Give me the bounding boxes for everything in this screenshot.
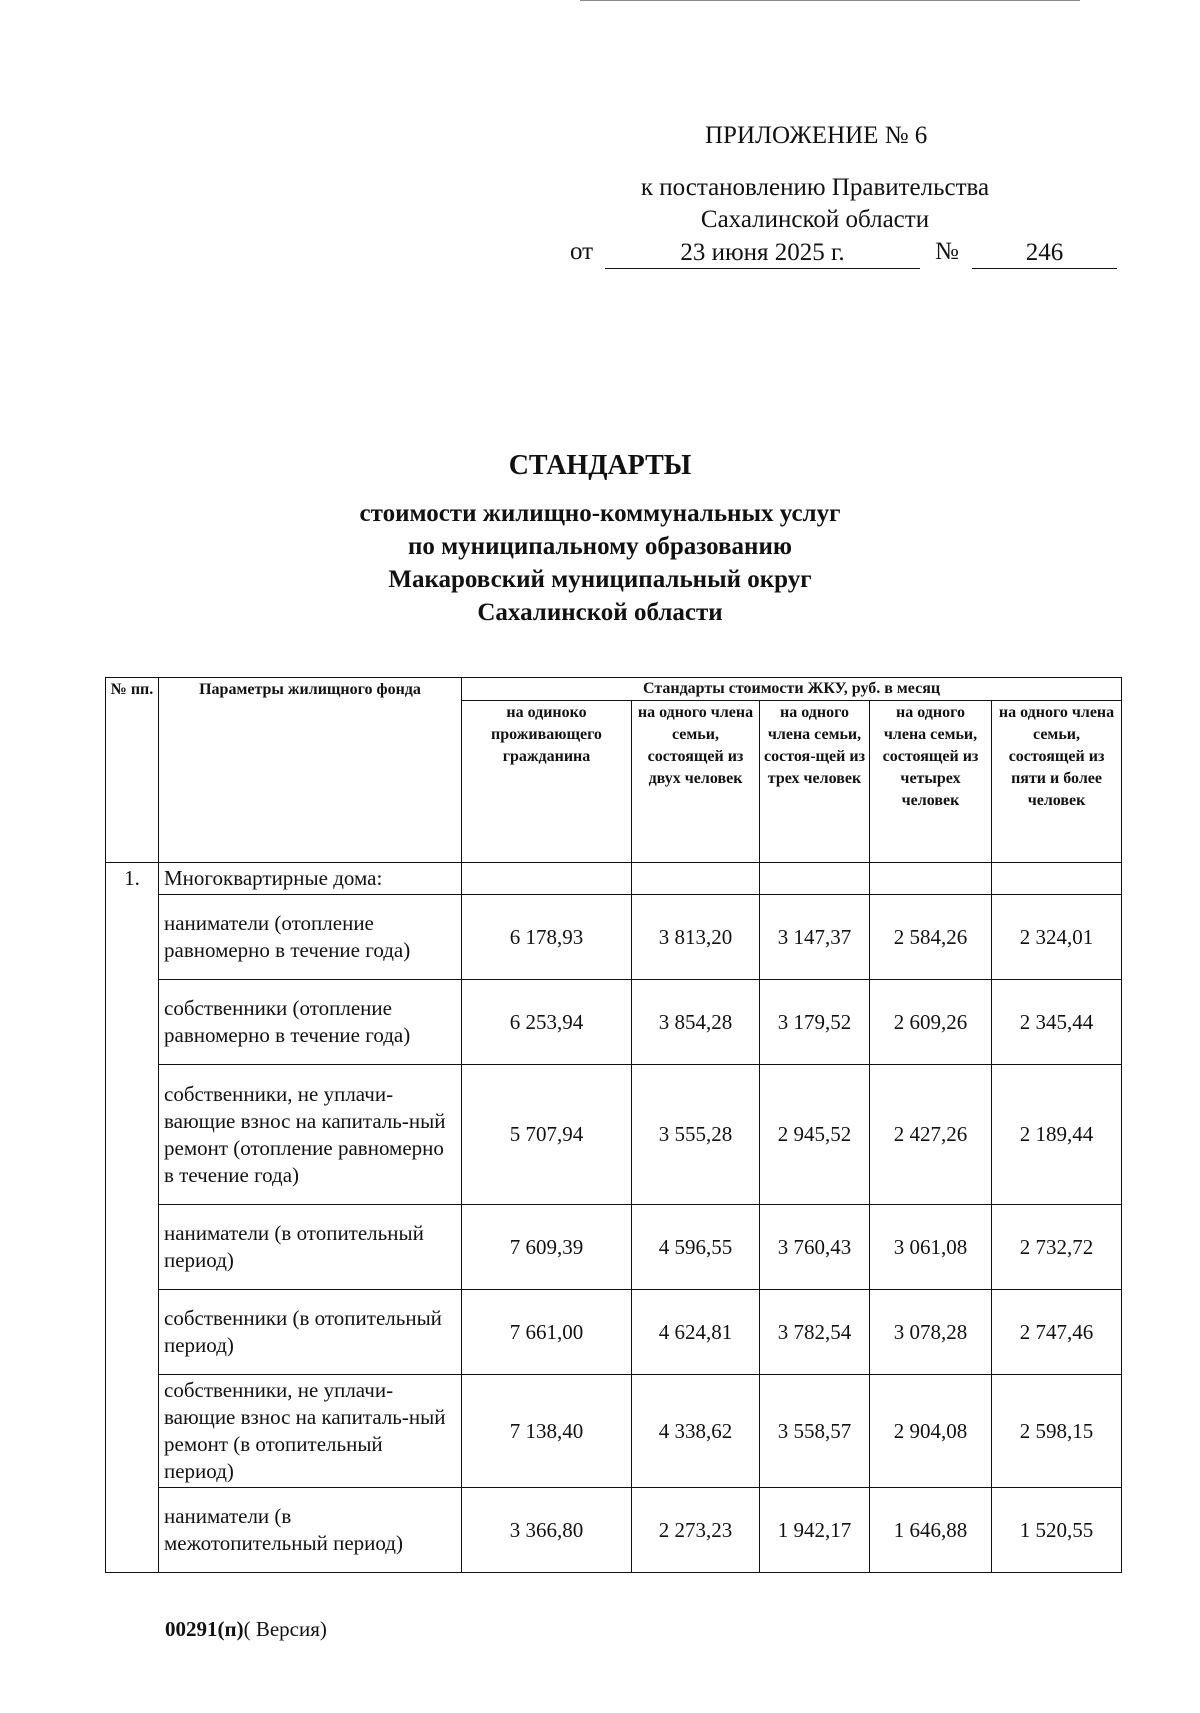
appendix-label: ПРИЛОЖЕНИЕ № 6: [705, 122, 928, 149]
value-cell: 3 061,08: [870, 1205, 992, 1290]
resolution-line: к постановлению Правительства: [640, 174, 990, 201]
table-row: [106, 895, 1122, 980]
value-cell: 6 178,93: [462, 895, 632, 980]
empty-cell: [870, 863, 992, 895]
value-cell: 2 345,44: [992, 980, 1122, 1065]
row-label: наниматели (отопление равномерно в течение года): [159, 895, 462, 980]
empty-cell: [992, 863, 1122, 895]
subtitle-line: по муниципальному образованию: [408, 533, 792, 560]
value-cell: 2 189,44: [992, 1065, 1122, 1205]
empty-cell: [462, 863, 632, 895]
value-cell: 2 904,08: [870, 1375, 992, 1488]
value-cell: 1 520,55: [992, 1488, 1122, 1573]
number-prefix: №: [935, 238, 959, 265]
resolution-date-line: [560, 238, 1120, 272]
resolution-line: Сахалинской области: [700, 206, 930, 233]
value-cell: 3 555,28: [632, 1065, 760, 1205]
value-cell: 3 760,43: [760, 1205, 870, 1290]
value-cell: 2 609,26: [870, 980, 992, 1065]
resolution-reference: [560, 172, 1070, 236]
value-cell: 4 338,62: [632, 1375, 760, 1488]
value-cell: 3 147,37: [760, 895, 870, 980]
value-cell: 7 661,00: [462, 1290, 632, 1375]
resolution-number: 246: [972, 238, 1117, 269]
document-subtitle: [300, 497, 900, 629]
value-cell: 2 324,01: [992, 895, 1122, 980]
value-cell: 3 813,20: [632, 895, 760, 980]
value-cell: 3 366,80: [462, 1488, 632, 1573]
document-footer: [165, 1617, 327, 1642]
value-cell: 7 138,40: [462, 1375, 632, 1488]
column-header-four: на одного члена семьи, состоящей из четырех человек: [870, 701, 992, 863]
column-header-three: на одного члена семьи, состоя-щей из трех человек: [760, 701, 870, 863]
column-header-params: Параметры жилищного фонда: [159, 678, 462, 863]
table-row: [106, 1375, 1122, 1488]
table-row: [106, 980, 1122, 1065]
table-row: [106, 1065, 1122, 1205]
value-cell: 3 078,28: [870, 1290, 992, 1375]
value-cell: 2 584,26: [870, 895, 992, 980]
value-cell: 2 273,23: [632, 1488, 760, 1573]
value-cell: 2 747,46: [992, 1290, 1122, 1375]
row-label: собственники, не уплачи-вающие взнос на капиталь-ный ремонт (в отопительный период): [159, 1375, 462, 1488]
value-cell: 3 179,52: [760, 980, 870, 1065]
section-number: 1.: [106, 863, 159, 1573]
date-prefix: от: [570, 238, 594, 265]
value-cell: 3 558,57: [760, 1375, 870, 1488]
value-cell: 5 707,94: [462, 1065, 632, 1205]
column-header-number: № пп.: [106, 678, 159, 863]
table-row: [106, 1205, 1122, 1290]
table-row: [106, 1488, 1122, 1573]
row-label: наниматели (в отопительный период): [159, 1205, 462, 1290]
document-version: ( Версия): [243, 1617, 327, 1641]
value-cell: 3 782,54: [760, 1290, 870, 1375]
value-cell: 1 942,17: [760, 1488, 870, 1573]
value-cell: 4 624,81: [632, 1290, 760, 1375]
row-label: собственники (в отопительный период): [159, 1290, 462, 1375]
scan-top-line: [580, 0, 1080, 1]
value-cell: 2 945,52: [760, 1065, 870, 1205]
value-cell: 4 596,55: [632, 1205, 760, 1290]
resolution-date: 23 июня 2025 г.: [605, 238, 920, 269]
value-cell: 1 646,88: [870, 1488, 992, 1573]
row-label: наниматели (в межотопительный период): [159, 1488, 462, 1573]
table-row: [106, 1290, 1122, 1375]
subtitle-line: стоимости жилищно-коммунальных услуг: [359, 500, 841, 527]
value-cell: 6 253,94: [462, 980, 632, 1065]
value-cell: 3 854,28: [632, 980, 760, 1065]
document-title: СТАНДАРТЫ: [508, 450, 692, 481]
value-cell: 7 609,39: [462, 1205, 632, 1290]
column-header-two: на одного члена семьи, состоящей из двух человек: [632, 701, 760, 863]
column-header-single: на одиноко проживающего гражданина: [462, 701, 632, 863]
document-code: 00291(п): [165, 1617, 244, 1641]
row-label: собственники, не уплачи-вающие взнос на капиталь-ный ремонт (отопление равномерно в течение года): [159, 1065, 462, 1205]
value-cell: 2 732,72: [992, 1205, 1122, 1290]
column-header-five: на одного члена семьи, состоящей из пяти и более человек: [992, 701, 1122, 863]
empty-cell: [760, 863, 870, 895]
value-cell: 2 427,26: [870, 1065, 992, 1205]
section-label: Многоквартирные дома:: [159, 863, 462, 895]
value-cell: 2 598,15: [992, 1375, 1122, 1488]
subtitle-line: Макаровский муниципальный округ: [388, 566, 812, 593]
standards-table: [105, 677, 1122, 1573]
column-group-header: Стандарты стоимости ЖКУ, руб. в месяц: [462, 678, 1122, 701]
empty-cell: [632, 863, 760, 895]
row-label: собственники (отопление равномерно в течение года): [159, 980, 462, 1065]
subtitle-line: Сахалинской области: [477, 599, 723, 626]
